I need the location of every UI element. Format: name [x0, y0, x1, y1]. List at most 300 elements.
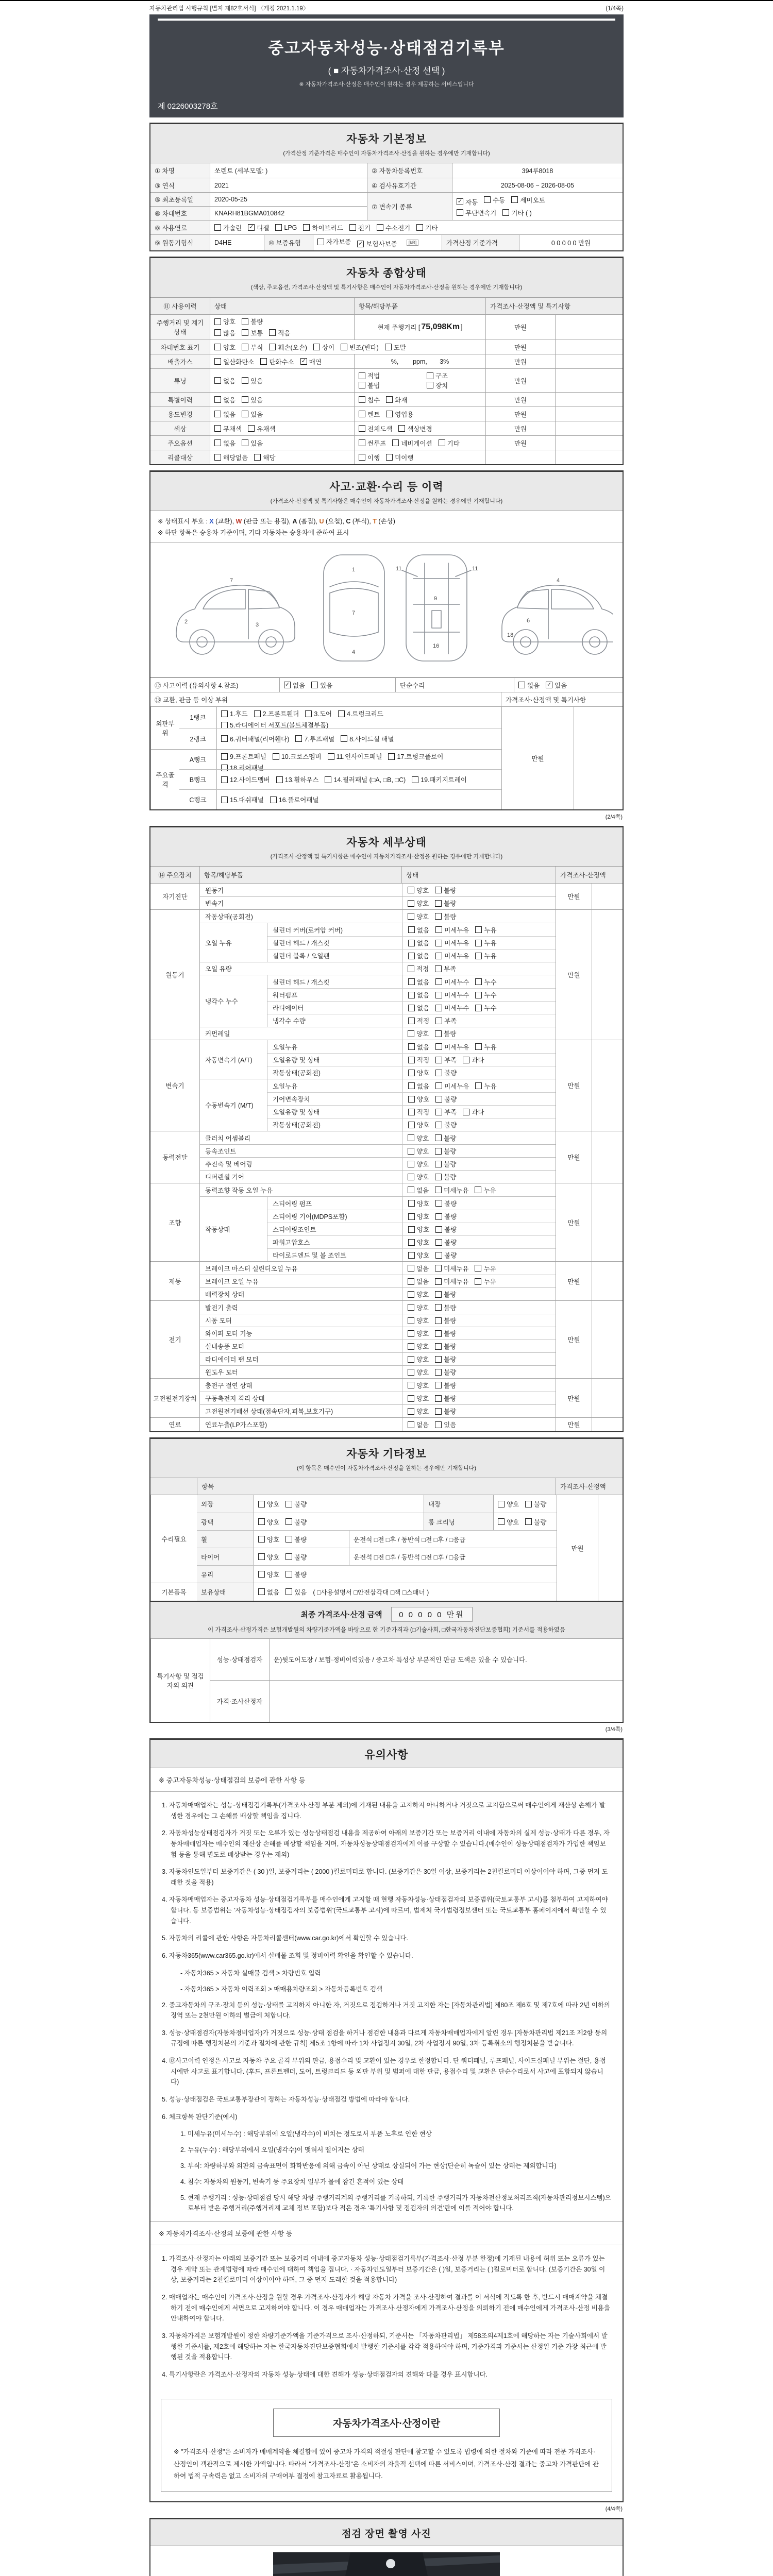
unchecked-checkbox-icon[interactable] [435, 1226, 442, 1233]
unchecked-checkbox-icon[interactable] [408, 1096, 415, 1103]
checkbox-option[interactable] [475, 1264, 496, 1273]
checkbox-option[interactable] [258, 1552, 279, 1562]
checkbox-option[interactable] [221, 795, 264, 804]
checkbox-option[interactable] [408, 1316, 429, 1325]
unchecked-checkbox-icon[interactable] [475, 1082, 482, 1089]
unchecked-checkbox-icon[interactable] [435, 1330, 442, 1337]
checkbox-option[interactable] [546, 681, 567, 690]
checkbox-option[interactable] [435, 1303, 456, 1312]
unchecked-checkbox-icon[interactable] [285, 1553, 292, 1560]
checkbox-option[interactable] [435, 977, 469, 987]
checkbox-option[interactable] [435, 925, 469, 935]
checkbox-option[interactable] [377, 223, 410, 232]
checkbox-option[interactable] [484, 195, 505, 205]
checkbox-option[interactable] [325, 775, 406, 784]
unchecked-checkbox-icon[interactable] [435, 1369, 442, 1376]
unchecked-checkbox-icon[interactable] [214, 425, 221, 432]
checkbox-option[interactable] [435, 1199, 457, 1208]
unchecked-checkbox-icon[interactable] [242, 344, 248, 350]
unchecked-checkbox-icon[interactable] [416, 224, 423, 231]
unchecked-checkbox-icon[interactable] [475, 953, 482, 959]
checkbox-option[interactable] [214, 223, 242, 232]
unchecked-checkbox-icon[interactable] [498, 1518, 505, 1525]
unchecked-checkbox-icon[interactable] [221, 710, 228, 717]
unchecked-checkbox-icon[interactable] [242, 411, 248, 417]
unchecked-checkbox-icon[interactable] [435, 1043, 442, 1050]
checkbox-option[interactable] [270, 795, 319, 804]
checkbox-option[interactable] [408, 977, 429, 987]
unchecked-checkbox-icon[interactable] [285, 1588, 292, 1595]
unchecked-checkbox-icon[interactable] [392, 439, 399, 446]
checkbox-option[interactable] [359, 381, 380, 390]
unchecked-checkbox-icon[interactable] [328, 753, 334, 760]
checkbox-option[interactable] [408, 964, 429, 973]
checkbox-option[interactable] [408, 1042, 429, 1052]
unchecked-checkbox-icon[interactable] [214, 224, 221, 231]
unchecked-checkbox-icon[interactable] [408, 1043, 415, 1050]
unchecked-checkbox-icon[interactable] [463, 1057, 469, 1063]
checkbox-option[interactable] [408, 1329, 429, 1338]
checkbox-option[interactable] [435, 1120, 457, 1129]
checkbox-option[interactable] [408, 1107, 429, 1116]
checkbox-option[interactable] [427, 381, 448, 390]
unchecked-checkbox-icon[interactable] [439, 439, 445, 446]
unchecked-checkbox-icon[interactable] [435, 1278, 442, 1285]
unchecked-checkbox-icon[interactable] [475, 992, 482, 998]
unchecked-checkbox-icon[interactable] [408, 965, 414, 972]
unchecked-checkbox-icon[interactable] [435, 1018, 442, 1024]
checkbox-option[interactable] [359, 410, 380, 419]
unchecked-checkbox-icon[interactable] [475, 1187, 481, 1193]
unchecked-checkbox-icon[interactable] [408, 1382, 414, 1388]
unchecked-checkbox-icon[interactable] [408, 1343, 414, 1350]
unchecked-checkbox-icon[interactable] [475, 978, 482, 985]
unchecked-checkbox-icon[interactable] [408, 940, 415, 946]
checkbox-option[interactable] [269, 328, 290, 337]
checkbox-option[interactable] [408, 1146, 429, 1156]
checkbox-option[interactable] [386, 410, 413, 419]
checkbox-option[interactable] [435, 964, 456, 973]
checkbox-option[interactable] [457, 197, 478, 207]
checkbox-option[interactable] [285, 1517, 307, 1527]
checkbox-option[interactable] [408, 1394, 429, 1403]
checkbox-option[interactable] [435, 1107, 457, 1116]
checkbox-option[interactable] [285, 1587, 307, 1597]
unchecked-checkbox-icon[interactable] [408, 1239, 415, 1246]
checkbox-option[interactable] [408, 1212, 429, 1221]
unchecked-checkbox-icon[interactable] [435, 1057, 442, 1063]
unchecked-checkbox-icon[interactable] [435, 1395, 442, 1402]
checkbox-option[interactable] [408, 1029, 429, 1038]
unchecked-checkbox-icon[interactable] [435, 900, 442, 907]
checkbox-option[interactable] [408, 1055, 429, 1064]
checkbox-option[interactable] [214, 410, 236, 419]
checkbox-option[interactable] [214, 453, 248, 462]
unchecked-checkbox-icon[interactable] [435, 1082, 442, 1089]
unchecked-checkbox-icon[interactable] [214, 439, 221, 446]
checkbox-option[interactable] [435, 1277, 468, 1286]
checkbox-option[interactable] [475, 951, 496, 960]
checkbox-option[interactable] [416, 223, 438, 232]
checkbox-option[interactable] [349, 223, 371, 232]
unchecked-checkbox-icon[interactable] [221, 735, 228, 742]
unchecked-checkbox-icon[interactable] [408, 1291, 414, 1298]
unchecked-checkbox-icon[interactable] [269, 344, 276, 350]
unchecked-checkbox-icon[interactable] [457, 209, 463, 216]
checkbox-option[interactable] [386, 395, 407, 404]
unchecked-checkbox-icon[interactable] [311, 682, 318, 688]
checked-checkbox-icon[interactable]: ✓ [284, 682, 290, 688]
checkbox-option[interactable] [214, 343, 236, 352]
unchecked-checkbox-icon[interactable] [313, 344, 320, 350]
checkbox-option[interactable] [341, 343, 379, 352]
unchecked-checkbox-icon[interactable] [408, 1252, 415, 1259]
checkbox-option[interactable] [408, 1250, 429, 1260]
checkbox-option[interactable] [525, 1517, 546, 1527]
unchecked-checkbox-icon[interactable] [435, 1213, 442, 1220]
checkbox-option[interactable] [435, 1146, 456, 1156]
checkbox-option[interactable] [408, 925, 429, 935]
checkbox-option[interactable] [408, 1354, 429, 1364]
checkbox-option[interactable] [275, 224, 297, 231]
unchecked-checkbox-icon[interactable] [285, 1518, 292, 1525]
unchecked-checkbox-icon[interactable] [408, 1082, 415, 1089]
checkbox-option[interactable] [258, 1517, 279, 1527]
unchecked-checkbox-icon[interactable] [435, 1109, 442, 1115]
unchecked-checkbox-icon[interactable] [359, 454, 365, 461]
unchecked-checkbox-icon[interactable] [408, 1213, 415, 1220]
checkbox-option[interactable] [498, 1499, 519, 1509]
unchecked-checkbox-icon[interactable] [398, 425, 405, 432]
unchecked-checkbox-icon[interactable] [427, 382, 433, 388]
unchecked-checkbox-icon[interactable] [502, 209, 509, 216]
unchecked-checkbox-icon[interactable] [408, 1265, 414, 1272]
checkbox-option[interactable] [475, 1185, 496, 1195]
unchecked-checkbox-icon[interactable] [435, 1252, 442, 1259]
unchecked-checkbox-icon[interactable] [435, 1343, 442, 1350]
unchecked-checkbox-icon[interactable] [408, 1122, 415, 1128]
unchecked-checkbox-icon[interactable] [214, 411, 221, 417]
checkbox-option[interactable] [511, 195, 545, 205]
checkbox-option[interactable] [357, 239, 397, 248]
unchecked-checkbox-icon[interactable] [435, 1187, 442, 1193]
unchecked-checkbox-icon[interactable] [258, 1553, 265, 1560]
checkbox-option[interactable] [408, 1420, 429, 1429]
unchecked-checkbox-icon[interactable] [435, 992, 442, 998]
checkbox-option[interactable] [408, 990, 429, 999]
checkbox-option[interactable] [260, 357, 294, 366]
unchecked-checkbox-icon[interactable] [248, 425, 255, 432]
checkbox-option[interactable] [214, 424, 242, 433]
checkbox-option[interactable] [254, 453, 275, 462]
checkbox-option[interactable] [338, 709, 383, 718]
checkbox-option[interactable] [435, 1094, 457, 1104]
unchecked-checkbox-icon[interactable] [408, 1317, 414, 1324]
checkbox-option[interactable] [214, 357, 254, 366]
checkbox-option[interactable] [214, 328, 236, 337]
checkbox-option[interactable] [408, 1159, 429, 1168]
unchecked-checkbox-icon[interactable] [408, 1134, 414, 1141]
unchecked-checkbox-icon[interactable] [408, 1174, 414, 1180]
checkbox-option[interactable] [276, 775, 319, 784]
checkbox-option[interactable] [359, 453, 380, 462]
checkbox-option[interactable] [273, 752, 322, 761]
unchecked-checkbox-icon[interactable] [435, 1030, 442, 1037]
unchecked-checkbox-icon[interactable] [408, 887, 414, 893]
unchecked-checkbox-icon[interactable] [408, 1200, 415, 1207]
unchecked-checkbox-icon[interactable] [214, 358, 221, 365]
checkbox-option[interactable] [242, 395, 263, 404]
checkbox-option[interactable] [408, 886, 429, 895]
unchecked-checkbox-icon[interactable] [463, 1109, 469, 1115]
checkbox-option[interactable] [435, 1316, 456, 1325]
checkbox-option[interactable] [435, 1029, 456, 1038]
unchecked-checkbox-icon[interactable] [435, 953, 442, 959]
unchecked-checkbox-icon[interactable] [338, 710, 345, 717]
checkbox-option[interactable] [435, 1264, 468, 1273]
checkbox-option[interactable] [311, 681, 332, 690]
checkbox-option[interactable] [242, 410, 263, 419]
checkbox-option[interactable] [398, 424, 432, 433]
checkbox-option[interactable] [242, 376, 263, 385]
unchecked-checkbox-icon[interactable] [408, 1057, 415, 1063]
checked-checkbox-icon[interactable]: ✓ [249, 224, 254, 230]
unchecked-checkbox-icon[interactable] [258, 1571, 265, 1578]
checkbox-option[interactable] [269, 343, 307, 352]
checkbox-option[interactable] [475, 1277, 496, 1286]
checkbox-option[interactable] [435, 1394, 456, 1403]
unchecked-checkbox-icon[interactable] [275, 224, 282, 231]
checkbox-option[interactable] [435, 1290, 456, 1299]
checkbox-option[interactable] [435, 1081, 469, 1091]
checkbox-option[interactable] [258, 1570, 279, 1579]
unchecked-checkbox-icon[interactable] [408, 1304, 414, 1311]
checkbox-option[interactable] [408, 1081, 429, 1091]
unchecked-checkbox-icon[interactable] [435, 1408, 442, 1415]
unchecked-checkbox-icon[interactable] [214, 396, 221, 403]
checkbox-option[interactable] [408, 1133, 429, 1143]
unchecked-checkbox-icon[interactable] [258, 1518, 265, 1525]
unchecked-checkbox-icon[interactable] [385, 344, 392, 350]
checkbox-option[interactable] [221, 709, 248, 718]
unchecked-checkbox-icon[interactable] [214, 318, 221, 325]
unchecked-checkbox-icon[interactable] [484, 196, 491, 203]
checkbox-option[interactable] [435, 1068, 457, 1077]
unchecked-checkbox-icon[interactable] [377, 224, 383, 231]
unchecked-checkbox-icon[interactable] [273, 753, 279, 760]
unchecked-checkbox-icon[interactable] [518, 682, 525, 688]
checkbox-option[interactable] [408, 1120, 429, 1129]
checkbox-option[interactable] [408, 1238, 429, 1247]
unchecked-checkbox-icon[interactable] [435, 1122, 442, 1128]
checkbox-option[interactable] [408, 1277, 429, 1286]
checkbox-option[interactable] [359, 424, 392, 433]
checkbox-option[interactable] [518, 681, 540, 690]
unchecked-checkbox-icon[interactable] [258, 1588, 265, 1595]
unchecked-checkbox-icon[interactable] [242, 439, 248, 446]
checkbox-option[interactable] [408, 951, 429, 960]
unchecked-checkbox-icon[interactable] [435, 913, 442, 920]
checkbox-option[interactable] [475, 990, 496, 999]
unchecked-checkbox-icon[interactable] [408, 1148, 414, 1155]
unchecked-checkbox-icon[interactable] [435, 1134, 442, 1141]
unchecked-checkbox-icon[interactable] [408, 1356, 414, 1363]
unchecked-checkbox-icon[interactable] [435, 940, 442, 946]
unchecked-checkbox-icon[interactable] [408, 1278, 414, 1285]
unchecked-checkbox-icon[interactable] [349, 224, 356, 231]
checkbox-option[interactable] [435, 1329, 456, 1338]
unchecked-checkbox-icon[interactable] [408, 1109, 415, 1115]
unchecked-checkbox-icon[interactable] [254, 454, 261, 461]
unchecked-checkbox-icon[interactable] [408, 1226, 415, 1233]
checkbox-option[interactable] [475, 925, 496, 935]
checkbox-option[interactable] [258, 1499, 279, 1509]
checkbox-option[interactable] [408, 1199, 429, 1208]
unchecked-checkbox-icon[interactable] [525, 1501, 532, 1507]
unchecked-checkbox-icon[interactable] [435, 1382, 442, 1388]
unchecked-checkbox-icon[interactable] [435, 1239, 442, 1246]
checkbox-option[interactable] [435, 990, 469, 999]
checkbox-option[interactable] [242, 438, 263, 448]
unchecked-checkbox-icon[interactable] [408, 1187, 414, 1193]
checkbox-option[interactable] [457, 208, 496, 217]
checkbox-option[interactable] [408, 1290, 429, 1299]
checkbox-option[interactable] [475, 1081, 496, 1091]
checkbox-option[interactable] [221, 734, 289, 743]
unchecked-checkbox-icon[interactable] [359, 411, 365, 417]
checkbox-option[interactable] [435, 1420, 456, 1429]
checkbox-option[interactable] [435, 1212, 457, 1221]
checkbox-option[interactable] [408, 1185, 429, 1195]
unchecked-checkbox-icon[interactable] [258, 1536, 265, 1543]
unchecked-checkbox-icon[interactable] [511, 196, 518, 203]
checkbox-option[interactable] [435, 1354, 456, 1364]
checkbox-option[interactable] [435, 1342, 456, 1351]
unchecked-checkbox-icon[interactable] [305, 710, 312, 717]
unchecked-checkbox-icon[interactable] [341, 735, 347, 742]
checkbox-option[interactable] [475, 977, 496, 987]
unchecked-checkbox-icon[interactable] [254, 710, 261, 717]
unchecked-checkbox-icon[interactable] [269, 329, 276, 336]
unchecked-checkbox-icon[interactable] [214, 454, 221, 461]
checkbox-option[interactable] [221, 775, 270, 784]
unchecked-checkbox-icon[interactable] [435, 1317, 442, 1324]
unchecked-checkbox-icon[interactable] [408, 1408, 414, 1415]
checkbox-option[interactable] [408, 1303, 429, 1312]
unchecked-checkbox-icon[interactable] [214, 329, 221, 336]
unchecked-checkbox-icon[interactable] [242, 318, 248, 325]
unchecked-checkbox-icon[interactable] [408, 953, 415, 959]
checkbox-option[interactable] [214, 438, 236, 448]
unchecked-checkbox-icon[interactable] [386, 411, 393, 417]
checkbox-option[interactable] [408, 1342, 429, 1351]
checkbox-option[interactable] [435, 1159, 456, 1168]
checkbox-option[interactable] [408, 912, 429, 921]
checkbox-option[interactable] [408, 899, 429, 908]
unchecked-checkbox-icon[interactable] [214, 377, 221, 384]
unchecked-checkbox-icon[interactable] [221, 776, 228, 783]
unchecked-checkbox-icon[interactable] [435, 978, 442, 985]
checkbox-option[interactable] [408, 1003, 429, 1012]
checkbox-option[interactable] [427, 371, 448, 380]
checkbox-option[interactable] [285, 1499, 307, 1509]
checkbox-option[interactable] [317, 237, 351, 246]
checkbox-option[interactable] [408, 1094, 429, 1104]
unchecked-checkbox-icon[interactable] [408, 1161, 414, 1167]
checkbox-option[interactable] [313, 343, 334, 352]
unchecked-checkbox-icon[interactable] [221, 796, 228, 803]
checkbox-option[interactable] [386, 453, 413, 462]
unchecked-checkbox-icon[interactable] [359, 372, 365, 379]
checkbox-option[interactable] [295, 734, 334, 743]
checkbox-option[interactable] [258, 1587, 279, 1597]
unchecked-checkbox-icon[interactable] [435, 1200, 442, 1207]
unchecked-checkbox-icon[interactable] [475, 1278, 481, 1285]
unchecked-checkbox-icon[interactable] [435, 1265, 442, 1272]
unchecked-checkbox-icon[interactable] [408, 1369, 414, 1376]
unchecked-checkbox-icon[interactable] [435, 1421, 442, 1428]
unchecked-checkbox-icon[interactable] [408, 913, 414, 920]
unchecked-checkbox-icon[interactable] [260, 358, 267, 365]
checkbox-option[interactable] [248, 223, 269, 232]
unchecked-checkbox-icon[interactable] [435, 965, 442, 972]
unchecked-checkbox-icon[interactable] [408, 900, 414, 907]
checked-checkbox-icon[interactable]: ✓ [457, 198, 463, 205]
checkbox-option[interactable] [408, 1225, 429, 1234]
unchecked-checkbox-icon[interactable] [221, 753, 228, 760]
checkbox-option[interactable] [439, 438, 460, 448]
unchecked-checkbox-icon[interactable] [435, 1161, 442, 1167]
checkbox-option[interactable] [435, 1406, 456, 1416]
checkbox-option[interactable] [300, 357, 322, 366]
checkbox-option[interactable] [408, 1172, 429, 1181]
checkbox-option[interactable] [435, 1172, 456, 1181]
checkbox-option[interactable] [435, 938, 469, 947]
unchecked-checkbox-icon[interactable] [475, 1043, 482, 1050]
unchecked-checkbox-icon[interactable] [359, 425, 365, 432]
unchecked-checkbox-icon[interactable] [242, 377, 248, 384]
unchecked-checkbox-icon[interactable] [427, 372, 433, 379]
unchecked-checkbox-icon[interactable] [408, 1421, 414, 1428]
unchecked-checkbox-icon[interactable] [408, 978, 415, 985]
checkbox-option[interactable] [408, 1264, 429, 1273]
checkbox-option[interactable] [435, 1185, 468, 1195]
unchecked-checkbox-icon[interactable] [408, 992, 415, 998]
checkbox-option[interactable] [214, 395, 236, 404]
unchecked-checkbox-icon[interactable] [408, 1005, 415, 1011]
unchecked-checkbox-icon[interactable] [408, 1070, 415, 1076]
checkbox-option[interactable] [242, 343, 263, 352]
checkbox-option[interactable] [359, 438, 386, 448]
unchecked-checkbox-icon[interactable] [408, 1030, 414, 1037]
checkbox-option[interactable] [285, 1552, 307, 1562]
checkbox-option[interactable] [242, 317, 263, 326]
unchecked-checkbox-icon[interactable] [341, 344, 347, 350]
checkbox-option[interactable] [341, 734, 394, 743]
checkbox-option[interactable] [435, 1225, 457, 1234]
unchecked-checkbox-icon[interactable] [214, 344, 221, 350]
checkbox-option[interactable] [305, 709, 332, 718]
unchecked-checkbox-icon[interactable] [475, 1005, 482, 1011]
checkbox-option[interactable] [435, 1250, 457, 1260]
unchecked-checkbox-icon[interactable] [242, 396, 248, 403]
checkbox-option[interactable] [502, 208, 531, 217]
unchecked-checkbox-icon[interactable] [408, 1018, 415, 1024]
unchecked-checkbox-icon[interactable] [285, 1501, 292, 1507]
checked-checkbox-icon[interactable]: ✓ [547, 682, 552, 688]
unchecked-checkbox-icon[interactable] [270, 796, 277, 803]
checkbox-option[interactable] [408, 1406, 429, 1416]
